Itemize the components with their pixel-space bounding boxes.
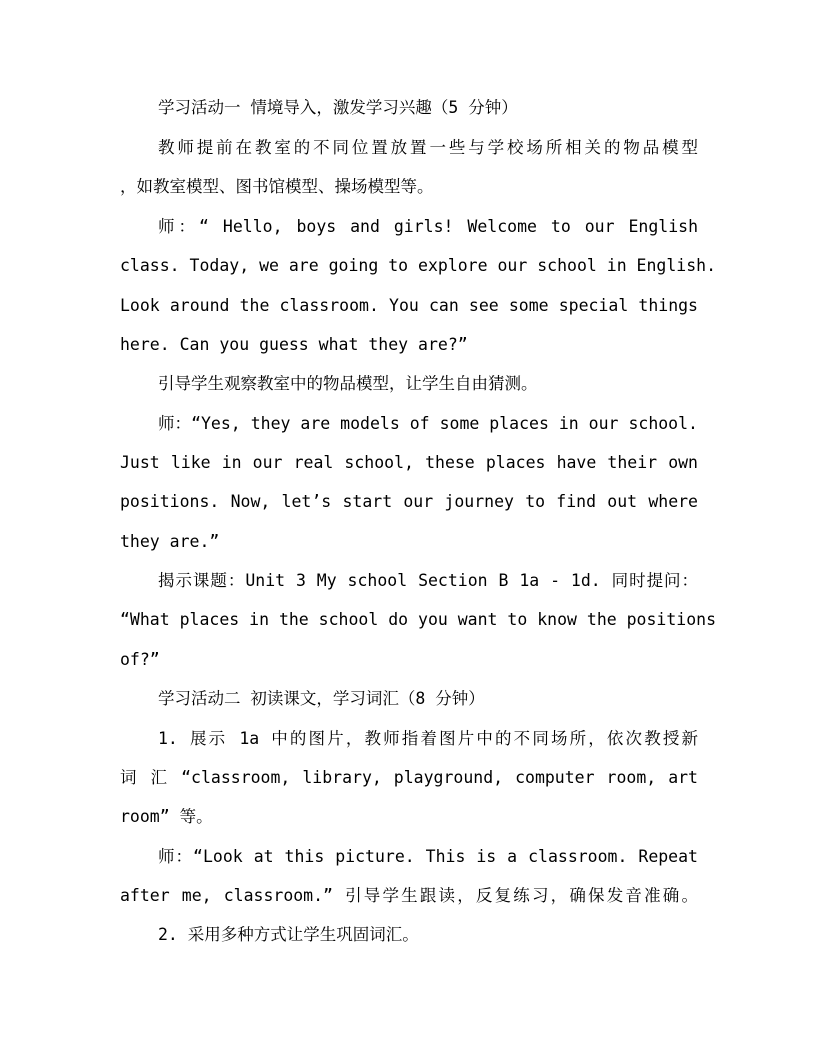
paragraph-line: Just like in our real school, these places have their own — [120, 453, 698, 472]
activity1-heading: 学习活动一 情境导入，激发学习兴趣（5 分钟） — [158, 98, 518, 117]
paragraph-line: after me, classroom.” 引导学生跟读，反复练习，确保发音准确。 — [120, 886, 698, 905]
paragraph-line: room” 等。 — [120, 807, 213, 826]
paragraph-line: positions. Now, let’s start our journey to find out where — [120, 492, 698, 511]
paragraph-line: 引导学生观察教室中的物品模型，让学生自由猜测。 — [158, 374, 538, 393]
paragraph-line: 2. 采用多种方式让学生巩固词汇。 — [158, 925, 419, 944]
activity2-heading: 学习活动二 初读课文，学习词汇（8 分钟） — [158, 689, 485, 708]
paragraph-line: ，如教室模型、图书馆模型、操场模型等。 — [120, 177, 434, 196]
paragraph-line: 1. 展示 1a 中的图片，教师指着图片中的不同场所，依次教授新 — [158, 729, 698, 748]
paragraph-line: they are.” — [120, 532, 220, 551]
paragraph-line: 师：“ Hello, boys and girls! Welcome to our English — [158, 217, 698, 236]
paragraph-line: 揭示课题：Unit 3 My school Section B 1a - 1d. 同时提问： — [158, 571, 698, 590]
paragraph-line: “What places in the school do you want to know the positions — [120, 610, 717, 629]
paragraph-line: 师：“Look at this picture. This is a classroom. Repeat — [158, 847, 698, 866]
paragraph-line: of?” — [120, 650, 160, 669]
paragraph-line: 师：“Yes, they are models of some places in our school. — [158, 414, 698, 433]
paragraph-line: class. Today, we are going to explore our school in English. — [120, 256, 717, 275]
paragraph-line: 词 汇 “classroom, library, playground, computer room, art — [120, 768, 698, 787]
paragraph-line: here. Can you guess what they are?” — [120, 335, 468, 354]
paragraph-line: 教师提前在教室的不同位置放置一些与学校场所相关的物品模型 — [158, 138, 698, 157]
paragraph-line: Look around the classroom. You can see some special things — [120, 296, 698, 315]
